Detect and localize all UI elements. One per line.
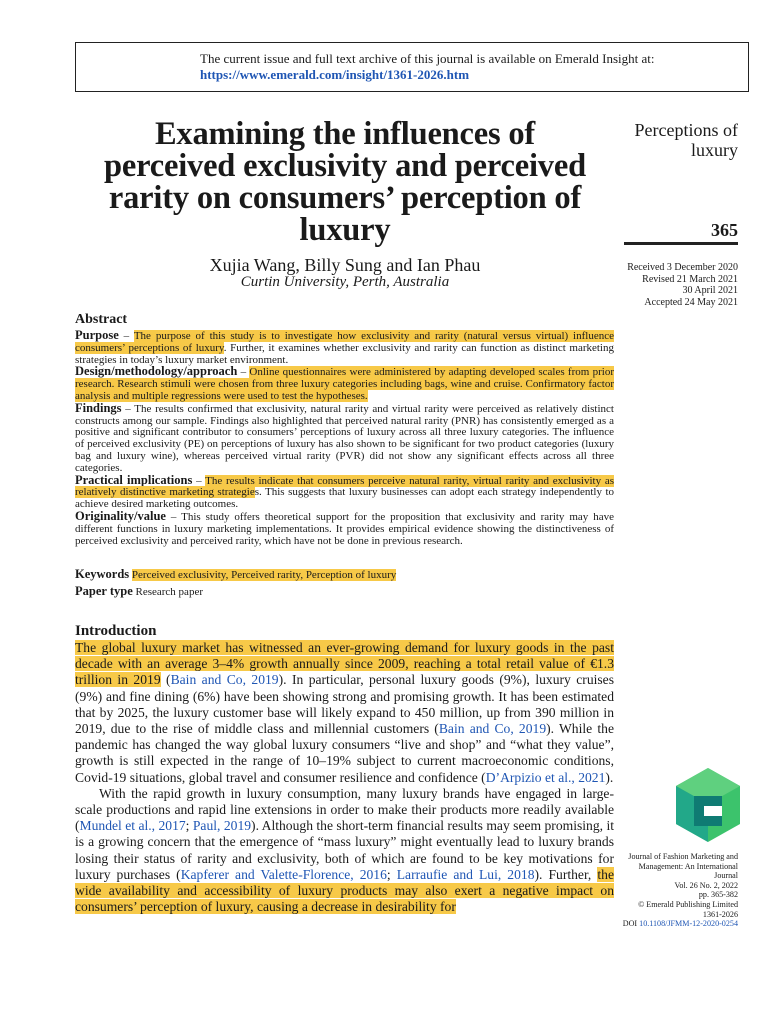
abstract-originality bbox=[75, 508, 614, 547]
journal-citation-info bbox=[612, 852, 738, 929]
accepted-date: Accepted 24 May 2021 bbox=[644, 296, 738, 308]
body-text: ). Further, bbox=[534, 866, 598, 882]
abstract-body bbox=[75, 330, 614, 547]
body-text: ). While the pandemic has changed the way global luxury consumers “live and shop” and “what they value”, growth is still expected in the range of 10–19% subject to current macroeconomic conditions, Covid-19 situations, global travel and consumer resilience and confidence ( bbox=[75, 721, 614, 785]
journal-name-line: Journal of Fashion Marketing and bbox=[628, 852, 738, 861]
purpose-highlighted-text: The purpose of this study is to investigate how exclusivity and rarity (natural versus virtual) influence consumers’ perceptions of luxury bbox=[75, 330, 614, 354]
separator: – bbox=[237, 366, 250, 379]
findings-text: The results confirmed that exclusivity, natural rarity and virtual rarity were perceived as relatively distinct constructs among our sample. Findings also highlighted that perceived natural rarity (PNR) has consistently emerged as a positive and significant contributor to consumers’ perceptions of luxury across all three luxury categories. The influence of perceived exclusivity (PE) on perceptions of luxury has also shown to be significant for two product categories (luxury bag and luxury wine), whereas perceived virtual rarity (PVR) did not show any significant effects across all three categories. bbox=[75, 402, 614, 474]
practical-highlighted-text: The results indicate that consumers perceive natural rarity, virtual rarity and exclusivity as relatively distinctive marketing strategie bbox=[75, 474, 615, 499]
body-text: ). Although the short-term financial results may seem promising, it is a growing concern that the emergence of “mass luxury” might eventually lead to luxury brands losing their status of rarity and exclusivity, both of which are found to be key motivations for luxury purchases ( bbox=[75, 818, 614, 882]
originality-text: This study offers theoretical support for the proposition that exclusivity and rarity may have different functions in luxury marketing implementations. It provides empirical evidence showing the distinctiveness of perceived exclusivity and perceived rarity, which have not be done in previous research. bbox=[75, 510, 614, 547]
publisher-copyright: © Emerald Publishing Limited bbox=[638, 899, 738, 909]
paper-title: Examining the influences of perceived exclusivity and perceived rarity on consumers’ perception of luxury bbox=[104, 116, 586, 248]
journal-issn: 1361-2026 bbox=[702, 909, 738, 919]
separator: – bbox=[192, 474, 206, 487]
originality-label: Originality/value bbox=[75, 508, 166, 523]
highlighted-text: The global luxury market has witnessed an ever-growing demand for luxury goods in the past decade with an average 3–4% growth annually since 2009, reaching a total retail value of €1.3 trillion in 2019 bbox=[75, 640, 614, 688]
intro-paragraph-2 bbox=[75, 786, 614, 916]
citation-link[interactable]: Bain and Co, 2019 bbox=[170, 672, 279, 688]
keywords-value: Perceived exclusivity, Perceived rarity, Perception of luxury bbox=[131, 569, 397, 581]
body-text: ). bbox=[605, 769, 614, 785]
abstract-practical-implications bbox=[75, 472, 615, 511]
practical-label: Practical implications bbox=[75, 472, 193, 487]
purpose-text: . Further, it examines whether exclusivity and rarity can function as distinct marketing strategies in today’s luxury market environment. bbox=[75, 341, 614, 366]
body-text: ; bbox=[386, 866, 397, 882]
journal-volume: Vol. 26 No. 2, 2022 bbox=[674, 880, 738, 890]
separator: – bbox=[165, 510, 182, 523]
running-head: Perceptions of luxury bbox=[634, 120, 738, 160]
citation-link[interactable]: Mundel et al., 2017 bbox=[79, 818, 186, 834]
journal-pages: pp. 365-382 bbox=[698, 890, 738, 900]
abstract-findings bbox=[75, 400, 614, 475]
citation-link[interactable]: Kapferer and Valette-Florence, 2016 bbox=[180, 866, 387, 882]
journal-name-line: Management: An International bbox=[638, 861, 738, 871]
submission-dates bbox=[580, 262, 738, 308]
journal-url-link[interactable]: https://www.emerald.com/insight/1361-2026.htm bbox=[200, 67, 470, 82]
separator: – bbox=[118, 330, 134, 342]
design-label: Design/methodology/approach bbox=[75, 364, 238, 379]
body-text: With the rapid growth in luxury consumption, many luxury brands have engaged in large-scale productions and rapid line extensions in order to make their products more readily available ( bbox=[75, 785, 614, 834]
findings-label: Findings bbox=[75, 400, 122, 415]
archive-notice-text: The current issue and full text archive of this journal is available on Emerald Insight at: bbox=[200, 51, 655, 66]
keywords bbox=[75, 567, 614, 582]
introduction-body bbox=[75, 640, 614, 915]
journal-name-line: Journal bbox=[714, 871, 738, 881]
introduction-heading: Introduction bbox=[75, 623, 157, 639]
keywords-label: Keywords bbox=[75, 567, 130, 581]
body-text: ( bbox=[160, 672, 171, 688]
citation-link[interactable]: Paul, 2019 bbox=[192, 818, 252, 834]
author-affiliation: Curtin University, Perth, Australia bbox=[240, 274, 450, 290]
author-list: Xujia Wang, Billy Sung and Ian Phau bbox=[209, 255, 481, 275]
paper-type-value: Research paper bbox=[135, 586, 203, 598]
revised-date: Revised 21 March 2021 bbox=[642, 273, 738, 285]
emerald-publishing-logo-icon bbox=[674, 766, 742, 844]
abstract-purpose bbox=[75, 330, 614, 366]
doi-label: DOI bbox=[622, 919, 638, 929]
intro-paragraph-1 bbox=[75, 640, 614, 786]
citation-link[interactable]: D’Arpizio et al., 2021 bbox=[485, 769, 606, 785]
page-number: 365 bbox=[711, 220, 738, 240]
doi-link[interactable]: 10.1108/JFMM-12-2020-0254 bbox=[639, 919, 738, 929]
revised-date-2: 30 April 2021 bbox=[682, 285, 738, 297]
body-text: ; bbox=[185, 818, 193, 834]
abstract-heading: Abstract bbox=[75, 312, 128, 327]
design-highlighted-text: Online questionnaires were administered by adapting developed scales from prior research. Research stimuli were chosen from three luxury categories including bags, wine and cruise. Confirmatory factor analysis and multiple regressions were used to test the hypotheses. bbox=[75, 366, 614, 402]
doi-line bbox=[612, 919, 738, 929]
body-text: ). In particular, personal luxury goods (9%), luxury cruises (9%) and fine dining (6%) have been showing strong and promising growth. It has been estimated that by 2025, the luxury customer base will likely expand to 450 million, up from 390 million in 2019, due to the rise of middle class and millennial customers ( bbox=[75, 672, 615, 737]
purpose-label: Purpose bbox=[75, 328, 119, 342]
received-date: Received 3 December 2020 bbox=[627, 262, 738, 273]
separator: – bbox=[121, 402, 135, 415]
practical-text: s. This suggests that luxury businesses can adopt each strategy independently to achieve desired marketing outcomes. bbox=[75, 486, 614, 511]
citation-link[interactable]: Larraufie and Lui, 2018 bbox=[396, 866, 535, 882]
paper-type-label: Paper type bbox=[75, 584, 133, 598]
highlighted-text: the wide availability and accessibility of luxury products may also exert a negative impact on consumers’ perception of luxury, causing a decrease in desirability for bbox=[75, 866, 614, 915]
citation-link[interactable]: Bain and Co, 2019 bbox=[438, 721, 547, 737]
paper-type bbox=[75, 584, 614, 599]
abstract-design bbox=[75, 366, 614, 402]
page-number-rule bbox=[624, 242, 738, 245]
